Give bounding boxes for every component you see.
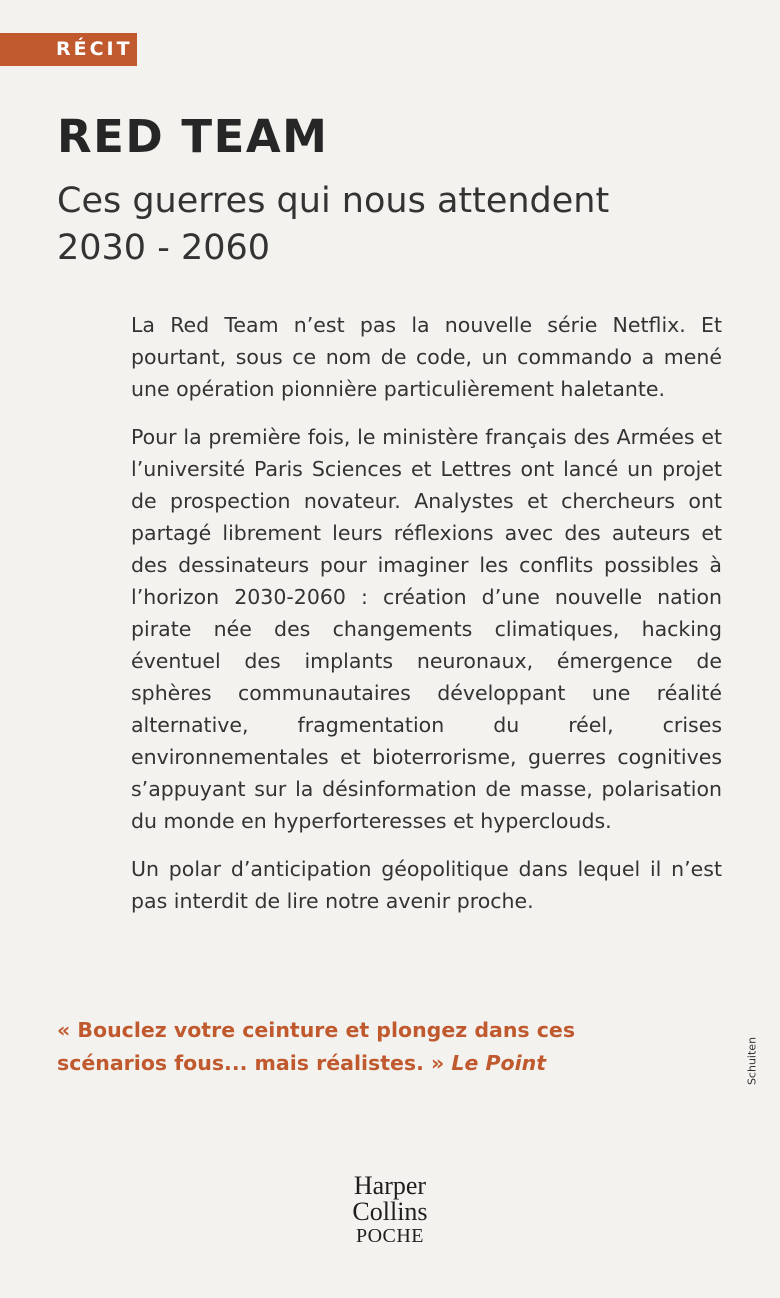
subtitle-line-1: Ces guerres qui nous attendent — [57, 181, 610, 221]
publisher-logo — [340, 1173, 440, 1247]
blurb — [131, 309, 722, 933]
quote-text: « Bouclez votre ceinture et plongez dans ces scénarios fous... mais réalistes. » — [57, 1018, 576, 1075]
publisher-logo-line-2: Collins — [352, 1197, 428, 1226]
blurb-paragraph-3: Un polar d’anticipation géopolitique dans lequel il n’est pas interdit de lire notre avenir proche. — [131, 857, 722, 913]
photo-credit: Schuiten — [745, 1036, 759, 1086]
book-title: RED TEAM — [57, 110, 329, 163]
publisher-logo-line-1: Harper — [353, 1171, 427, 1200]
genre-label: RÉCIT — [0, 33, 137, 66]
book-subtitle — [57, 178, 609, 272]
blurb-paragraph-2: Pour la première fois, le ministère français des Armées et l’université Paris Sciences et Lettres ont lancé un projet de prospection novateur. Analystes et chercheurs ont partagé librement leurs réflexions avec des auteurs et des dessinateurs pour imaginer les conflits possibles à l’horizon 2030-2060 : création d’une nouvelle nation pirate née des changements climatiques, hacking éventuel des implants neuronaux, émergence de sphères communautaires développant une réalité alternative, fragmentation du réel, crises environnementales et bioterrorisme, guerres cognitives s’appuyant sur la désinformation de masse, polarisation du monde en hyperforteresses et hyperclouds. — [131, 425, 722, 833]
publisher-logo-line-3: POCHE — [355, 1225, 425, 1247]
subtitle-line-2: 2030 - 2060 — [57, 228, 271, 268]
press-quote — [57, 1014, 617, 1080]
quote-source: Le Point — [451, 1051, 547, 1075]
blurb-paragraph-1: La Red Team n’est pas la nouvelle série Netflix. Et pourtant, sous ce nom de code, un commando a mené une opération pionnière particulièrement haletante. — [131, 313, 722, 401]
